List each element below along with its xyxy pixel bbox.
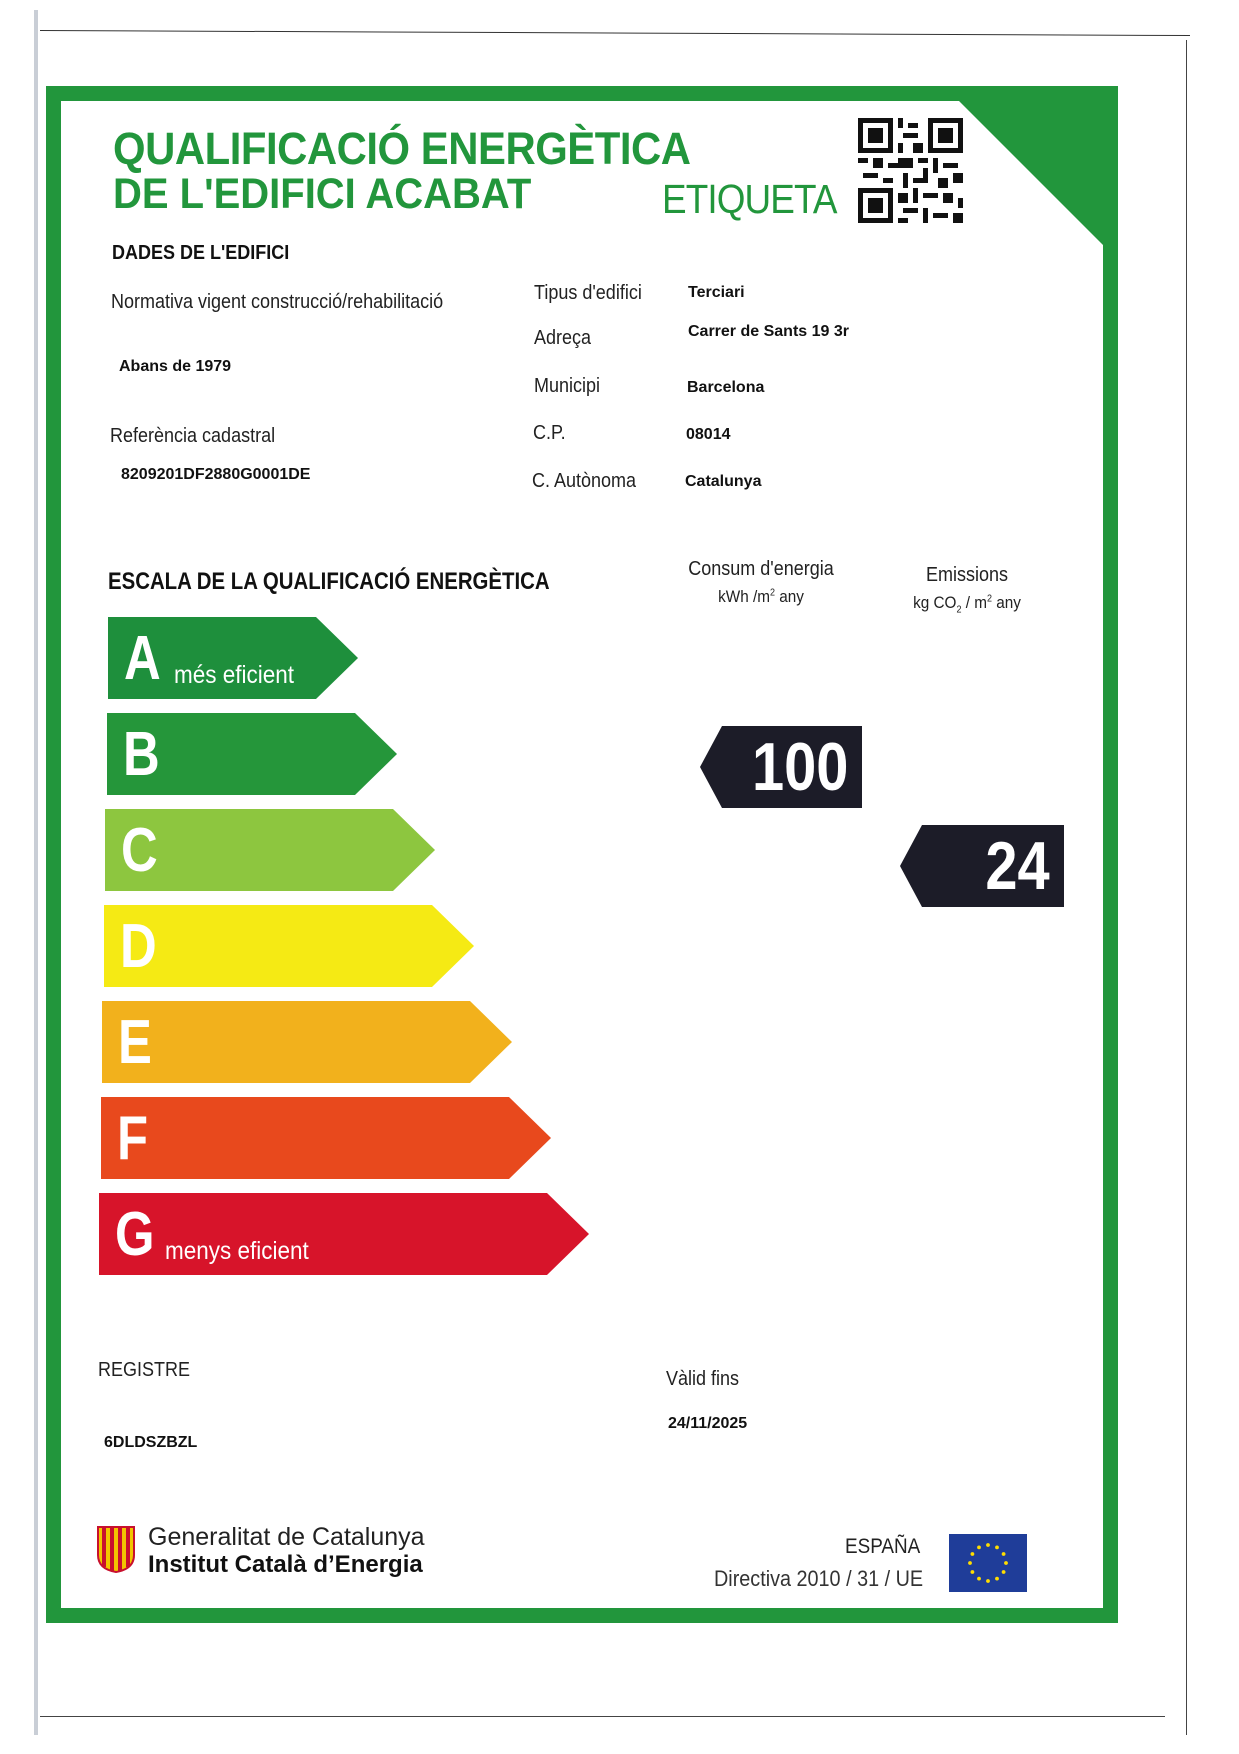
band-b	[107, 713, 397, 795]
country-label: ESPAÑA	[845, 1535, 921, 1558]
band-letter: C	[121, 816, 158, 885]
band-description: més eficient	[174, 661, 295, 689]
band-letter: F	[116, 1104, 148, 1173]
address-label: Adreça	[534, 327, 592, 349]
consumption-value: 100	[751, 729, 848, 805]
validity-label: Vàlid fins	[666, 1368, 740, 1390]
eu-star	[986, 1543, 990, 1547]
region-label: C. Autònoma	[532, 470, 637, 492]
eu-star	[977, 1577, 981, 1581]
eu-star	[968, 1561, 972, 1565]
title-line-2: DE L'EDIFICI ACABAT	[113, 170, 532, 218]
scan-border-top	[40, 30, 1190, 36]
cadastral-label: Referència cadastral	[110, 425, 276, 447]
consumption-unit: kWh $/m^2$ any	[718, 587, 804, 606]
band-arrow	[104, 905, 474, 987]
eu-flag-icon	[949, 1534, 1027, 1592]
band-arrow	[102, 1001, 512, 1083]
eu-star	[971, 1570, 975, 1574]
band-arrow	[101, 1097, 551, 1179]
address-value: Carrer de Sants 19 3r	[688, 323, 849, 340]
regulation-label: Normativa vigent construcció/rehabilitació	[111, 291, 444, 313]
scan-border-right	[1186, 40, 1187, 1735]
validity-value: 24/11/2025	[668, 1415, 748, 1432]
registration-label: REGISTRE	[98, 1359, 191, 1381]
band-d	[104, 905, 474, 987]
band-a	[108, 617, 358, 699]
eu-star	[1004, 1561, 1008, 1565]
corner-triangle	[959, 101, 1103, 245]
cadastral-value: 8209201DF2880G0001DE	[121, 466, 311, 483]
emissions-title: Emissions	[925, 564, 1009, 586]
label-word: ETIQUETA	[662, 176, 837, 222]
municipality-label: Municipi	[534, 375, 601, 397]
building-section-title: DADES DE L'EDIFICI	[112, 242, 290, 264]
band-g	[99, 1193, 589, 1275]
band-e	[102, 1001, 512, 1083]
consumption-heading	[676, 558, 846, 607]
eu-star	[1002, 1570, 1006, 1574]
emissions-unit: kg $CO_2 / m^2$ any	[913, 593, 1021, 616]
band-letter: B	[122, 720, 160, 789]
scale-title: ESCALA DE LA QUALIFICACIÓ ENERGÈTICA	[108, 568, 550, 595]
regulation-value: Abans de 1979	[119, 358, 232, 375]
emissions-rating-flag	[900, 825, 1064, 907]
eu-star	[995, 1546, 999, 1550]
type-label: Tipus d'edifici	[534, 282, 642, 304]
generalitat-logo-icon	[96, 1525, 136, 1573]
institute-name: Institut Català d’Energia	[148, 1551, 423, 1578]
band-f	[101, 1097, 551, 1179]
registration-value: 6DLDSZBZL	[104, 1434, 198, 1451]
band-letter: D	[119, 912, 157, 981]
municipality-value: Barcelona	[687, 379, 765, 396]
org-name: Generalitat de Catalunya	[148, 1523, 425, 1551]
consumption-rating-flag	[700, 726, 862, 808]
consumption-title: Consum d'energia	[688, 558, 834, 580]
band-letter: G	[115, 1200, 155, 1269]
eu-star	[971, 1552, 975, 1556]
directive-label: Directiva 2010 / 31 / UE	[714, 1566, 924, 1591]
qr-code-icon	[858, 118, 963, 223]
emissions-value: 24	[985, 828, 1050, 904]
band-c	[105, 809, 435, 891]
postcode-label: C.P.	[533, 422, 566, 444]
band-description: menys eficient	[165, 1237, 309, 1265]
band-letter: E	[118, 1008, 152, 1077]
title-line-1: QUALIFICACIÓ ENERGÈTICA	[113, 123, 691, 174]
eu-star	[995, 1577, 999, 1581]
type-value: Terciari	[688, 284, 745, 301]
eu-star	[1002, 1552, 1006, 1556]
scan-edge	[34, 10, 38, 1735]
eu-star	[986, 1579, 990, 1583]
region-value: Catalunya	[685, 473, 762, 490]
scan-border-bottom	[40, 1716, 1165, 1717]
postcode-value: 08014	[686, 426, 731, 443]
emissions-heading	[882, 564, 1052, 615]
eu-star	[977, 1546, 981, 1550]
band-letter: A	[124, 624, 161, 693]
